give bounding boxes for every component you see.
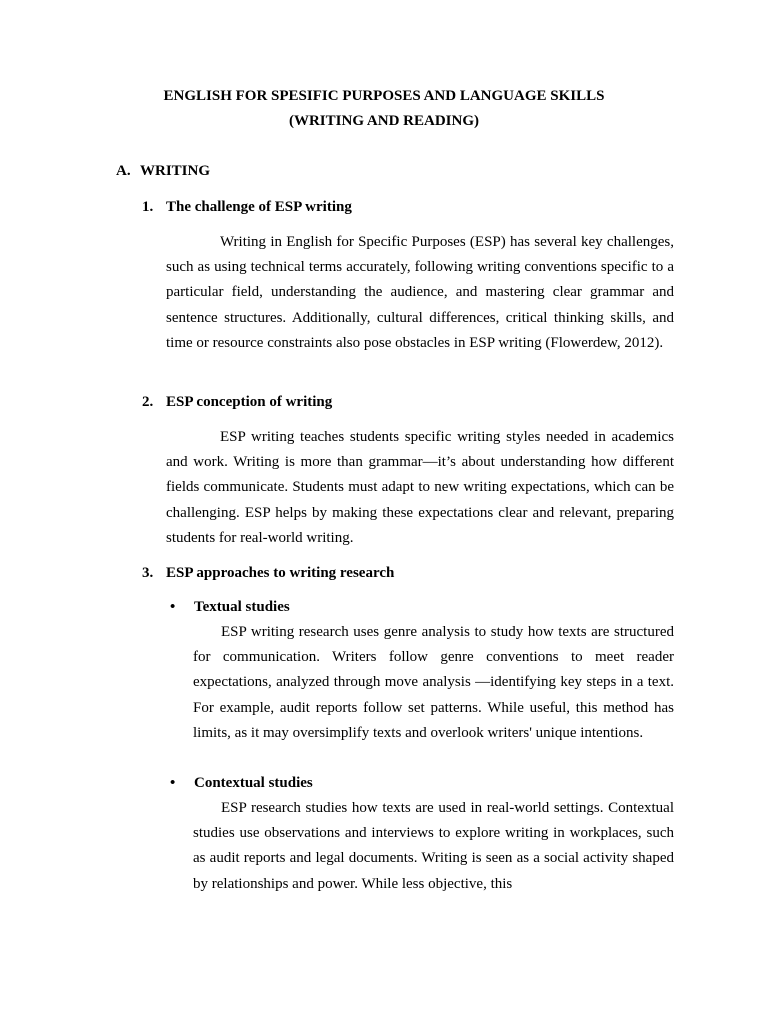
bullet-2-marker: • [170,775,176,791]
item-1-paragraph: Writing in English for Specific Purposes (ESP) has several key challenges, such as using technical terms accurately, following writing conventions specific to a particular field, understanding the audience, and mastering clear grammar and sentence structures. Additionally, cultural differences, critical thinking skills, and time or resource constraints also pose obstacles in ESP writing (Flowerdew, 2012). [166,234,674,351]
item-3-heading [142,561,394,586]
section-a-title: WRITING [140,163,211,179]
item-3-number: 3. [142,565,154,581]
bullet-1-marker: • [170,599,176,615]
bullet-2-title: Contextual studies [194,775,313,791]
item-2-number: 2. [142,394,154,410]
item-2-paragraph: ESP writing teaches students specific writing styles needed in academics and work. Writing is more than grammar—it’s about understanding how different fields communicate. Students must adapt to new writing expectations, which can be challenging. ESP helps by making these expectations clear and relevant, preparing students for real-world writing. [166,429,674,546]
item-3-title: ESP approaches to writing research [166,565,395,581]
section-a-label: A. [116,163,131,179]
item-2-heading [142,390,332,415]
bullet-1-paragraph: ESP writing research uses genre analysis to study how texts are structured for communication. Writers follow genre conventions to meet reader expectations, analyzed through move analysis —identifying key steps in a text. For example, audit reports follow set patterns. While useful, this method has limits, as it may oversimplify texts and overlook writers' unique intentions. [193,624,674,741]
bullet-1-title: Textual studies [194,599,290,615]
bullet-2-paragraph: ESP research studies how texts are used in real-world settings. Contextual studies use observations and interviews to explore writing in workplaces, such as audit reports and legal documents. Writing is seen as a social activity shaped by relationships and power. While less objective, this [193,800,674,892]
item-1-title: The challenge of ESP writing [166,199,352,215]
bullet-2-heading [170,771,313,796]
item-2-title: ESP conception of writing [166,394,333,410]
item-1-number: 1. [142,199,154,215]
bullet-1-heading [170,595,290,620]
document-title-line2: (WRITING AND READING) [288,113,479,129]
item-1-heading [142,195,352,220]
section-a-heading [116,159,210,184]
document-title-line1: ENGLISH FOR SPESIFIC PURPOSES AND LANGUAGE SKILLS [163,88,605,104]
